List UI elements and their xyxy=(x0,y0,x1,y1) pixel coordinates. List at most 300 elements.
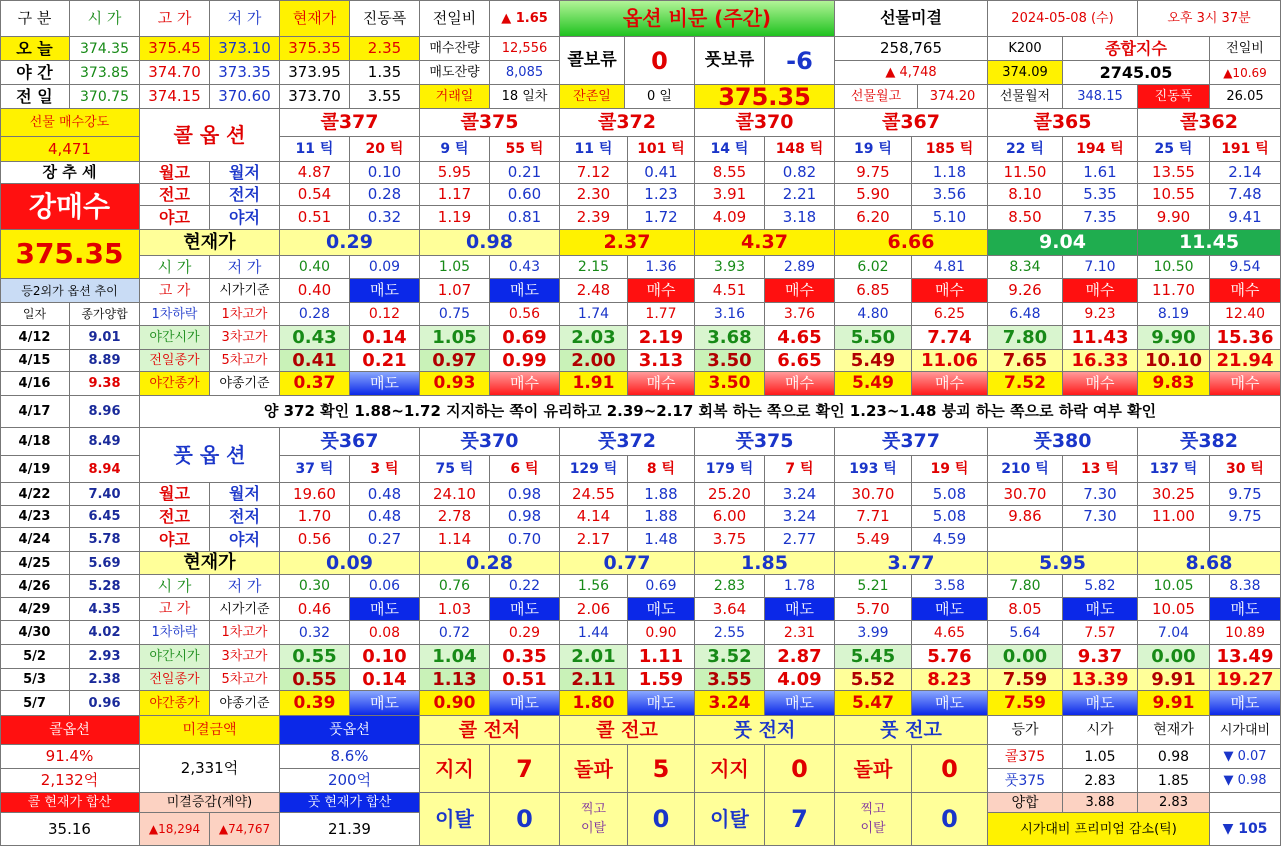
trend-value: 5.76 xyxy=(912,645,988,669)
row-label: 월고 xyxy=(140,483,210,506)
low-value: 0.22 xyxy=(490,575,560,598)
day-label: 4/26 xyxy=(0,575,70,598)
premium-value: ▼ 105 xyxy=(1210,813,1281,846)
high-value: 19.60 xyxy=(280,483,350,506)
tick-count: 11 틱 xyxy=(280,137,350,162)
range-value: 2.35 xyxy=(350,37,420,61)
day-label: 4/23 xyxy=(0,506,70,528)
trend-value: 7.80 xyxy=(988,326,1063,350)
trend-value: 0.00 xyxy=(1138,645,1210,669)
summary-count: 0 xyxy=(765,745,835,793)
trend-value: 1.05 xyxy=(420,326,490,350)
high-value: 9.86 xyxy=(988,506,1063,528)
day-sum-value: 8.89 xyxy=(70,350,140,372)
touch-label: 찍고 xyxy=(580,802,607,817)
buy-signal[interactable]: 매수 xyxy=(1063,372,1138,396)
trend-value: 0.35 xyxy=(490,645,560,669)
low-value: 0.81 xyxy=(490,206,560,230)
trend-value: 1.77 xyxy=(628,303,695,326)
call-hold-value: 0 xyxy=(625,37,695,85)
trend-value: 0.08 xyxy=(350,621,420,645)
high-value: 1.07 xyxy=(420,279,490,303)
sell-signal[interactable]: 매도 xyxy=(350,691,420,716)
low-value: 1.23 xyxy=(628,184,695,206)
current-price: 1.85 xyxy=(695,552,835,575)
row-label: 야종기준 xyxy=(210,372,280,396)
open-value: 3.93 xyxy=(695,256,765,279)
sum-cur: 2.83 xyxy=(1138,793,1210,813)
fut-month-low-value: 348.15 xyxy=(1063,85,1138,109)
trend-value: 0.14 xyxy=(350,326,420,350)
buy-signal[interactable]: 매수 xyxy=(1063,279,1138,303)
high-value: 1.17 xyxy=(420,184,490,206)
row-label: 전저 xyxy=(210,506,280,528)
high-value: 374.70 xyxy=(140,61,210,85)
low-value: 5.08 xyxy=(912,483,988,506)
low-value: 8.38 xyxy=(1210,575,1281,598)
summary-count: 0 xyxy=(912,793,988,846)
summary-label: 돌파 xyxy=(560,745,628,793)
low-value: 1.48 xyxy=(628,528,695,552)
put-strike-name: 풋377 xyxy=(835,428,988,456)
trend-value: 0.10 xyxy=(350,645,420,669)
high-value: 6.20 xyxy=(835,206,912,230)
eq-diff-label: 시가대비 xyxy=(1210,716,1281,745)
night-close-value: 1.80 xyxy=(560,691,628,716)
eq-call: 콜375 xyxy=(988,745,1063,769)
trend-value: 0.75 xyxy=(420,303,490,326)
row-label: 전저 xyxy=(210,184,280,206)
sum-label: 양합 xyxy=(988,793,1063,813)
day-sum-value: 9.01 xyxy=(70,326,140,350)
trend-value: 0.55 xyxy=(280,645,350,669)
low-value: 0.82 xyxy=(765,162,835,184)
open-value: 1.56 xyxy=(560,575,628,598)
low-value: 0.10 xyxy=(350,162,420,184)
day-sum-value: 4.35 xyxy=(70,598,140,621)
open-value: 373.85 xyxy=(70,61,140,85)
day-label: 4/16 xyxy=(0,372,70,396)
buy-signal[interactable]: 매수 xyxy=(912,279,988,303)
high-value: 6.00 xyxy=(695,506,765,528)
tick-count: 75 틱 xyxy=(420,456,490,483)
day-sum-value: 2.93 xyxy=(70,645,140,669)
trend-value: 2.00 xyxy=(560,350,628,372)
tick-count: 148 틱 xyxy=(765,137,835,162)
high-value: 5.95 xyxy=(420,162,490,184)
night-close-value: 5.47 xyxy=(835,691,912,716)
trend-value: 16.33 xyxy=(1063,350,1138,372)
call-strike-name: 콜375 xyxy=(420,109,560,137)
summary-label: 돌파 xyxy=(835,745,912,793)
trend-value: 0.43 xyxy=(280,326,350,350)
sell-signal[interactable]: 매도 xyxy=(628,598,695,621)
low-value: 0.43 xyxy=(490,256,560,279)
call-strike-name: 콜367 xyxy=(835,109,988,137)
trend-value: 6.25 xyxy=(912,303,988,326)
summary-count: 7 xyxy=(490,745,560,793)
night-close-value: 0.39 xyxy=(280,691,350,716)
buy-signal[interactable]: 매수 xyxy=(490,372,560,396)
tick-count: 8 틱 xyxy=(628,456,695,483)
sell-remain-label: 매도잔량 xyxy=(420,61,490,85)
low-value: 2.89 xyxy=(765,256,835,279)
row-label: 전일종가 xyxy=(140,350,210,372)
day-sum-value: 9.38 xyxy=(70,372,140,396)
summary-title: 풋 전고 xyxy=(835,716,988,745)
row-label: 5차고가 xyxy=(210,669,280,691)
trend-value: 2.03 xyxy=(560,326,628,350)
row-label: 월고 xyxy=(140,162,210,184)
tick-count: 193 틱 xyxy=(835,456,912,483)
low-value: 0.48 xyxy=(350,483,420,506)
sell-signal[interactable]: 매도 xyxy=(1210,598,1281,621)
trend-value: 0.29 xyxy=(490,621,560,645)
low-value: 7.30 xyxy=(1063,483,1138,506)
tick-count: 25 틱 xyxy=(1138,137,1210,162)
row-label: 3차고가 xyxy=(210,645,280,669)
header-row-label: 전 일 xyxy=(0,85,70,109)
summary-title: 콜 전저 xyxy=(420,716,560,745)
touch-label: 찍고 xyxy=(860,802,886,817)
low-value: 5.82 xyxy=(1063,575,1138,598)
header-col-label: 전일비 xyxy=(420,0,490,37)
open-value: 10.05 xyxy=(1138,575,1210,598)
open-value: 7.80 xyxy=(988,575,1063,598)
call-strike-name: 콜362 xyxy=(1138,109,1281,137)
fut-month-low-label: 선물월저 xyxy=(988,85,1063,109)
high-value: 8.50 xyxy=(988,206,1063,230)
header-col-label: 고 가 xyxy=(140,0,210,37)
trend-value: 3.16 xyxy=(695,303,765,326)
high-value: 7.12 xyxy=(560,162,628,184)
low-value: 0.28 xyxy=(350,184,420,206)
chart-label: 등2외가 옵션 추이 xyxy=(0,279,140,303)
row-label: 시 가 xyxy=(140,256,210,279)
buy-signal[interactable]: 매수 xyxy=(1210,279,1281,303)
sell-signal[interactable]: 매도 xyxy=(350,279,420,303)
call-hold-label: 콜보류 xyxy=(560,37,625,85)
fut-strength-label: 선물 매수강도 xyxy=(0,109,140,137)
night-close-value: 3.24 xyxy=(695,691,765,716)
tick-count: 101 틱 xyxy=(628,137,695,162)
current-price: 5.95 xyxy=(988,552,1138,575)
high-value: 2.39 xyxy=(560,206,628,230)
open-value: 8.34 xyxy=(988,256,1063,279)
put-strike-name: 풋372 xyxy=(560,428,695,456)
trend-value: 0.12 xyxy=(350,303,420,326)
tick-count: 6 틱 xyxy=(490,456,560,483)
high-value: 5.49 xyxy=(835,528,912,552)
trend-value: 10.10 xyxy=(1138,350,1210,372)
low-value: 7.35 xyxy=(1063,206,1138,230)
low-value: 1.18 xyxy=(912,162,988,184)
eq-label: 등가 xyxy=(988,716,1063,745)
day-label: 4/29 xyxy=(0,598,70,621)
oi-label: 미결금액 xyxy=(140,716,280,745)
high-value: 2.78 xyxy=(420,506,490,528)
trade-day-value: 18 일차 xyxy=(490,85,560,109)
range-value: 1.35 xyxy=(350,61,420,85)
current-price: 2.37 xyxy=(560,230,695,256)
put-amt: 200억 xyxy=(280,769,420,793)
trend-value: 3.68 xyxy=(695,326,765,350)
trend-value: 21.94 xyxy=(1210,350,1281,372)
sum-col-label: 종가양합 xyxy=(70,303,140,326)
fut-oi-value: 258,765 xyxy=(835,37,988,61)
low-value: 5.10 xyxy=(912,206,988,230)
trend-value: 0.69 xyxy=(490,326,560,350)
sell-signal[interactable]: 매도 xyxy=(1210,691,1281,716)
header-col-label: 구 분 xyxy=(0,0,70,37)
day-sum-value: 8.96 xyxy=(70,396,140,428)
low-value: 3.56 xyxy=(912,184,988,206)
high-value: 4.09 xyxy=(695,206,765,230)
sell-signal[interactable]: 매도 xyxy=(765,691,835,716)
buy-signal[interactable]: 매수 xyxy=(628,372,695,396)
row-label: 야간시가 xyxy=(140,645,210,669)
sell-signal[interactable]: 매도 xyxy=(490,279,560,303)
day-label: 4/22 xyxy=(0,483,70,506)
day-label: 4/25 xyxy=(0,552,70,575)
call-strike-name: 콜370 xyxy=(695,109,835,137)
tick-count: 7 틱 xyxy=(765,456,835,483)
day-label: 4/19 xyxy=(0,456,70,483)
row-label: 야종기준 xyxy=(210,691,280,716)
buy-signal[interactable]: 매수 xyxy=(765,279,835,303)
trend-value: 0.90 xyxy=(628,621,695,645)
high-value: 9.75 xyxy=(835,162,912,184)
buy-signal[interactable]: 매수 xyxy=(765,372,835,396)
high-value: 30.70 xyxy=(835,483,912,506)
low-value: 9.75 xyxy=(1210,483,1281,506)
row-label: 저 가 xyxy=(210,575,280,598)
buy-remain-value: 12,556 xyxy=(490,37,560,61)
high-value: 10.05 xyxy=(1138,598,1210,621)
sell-signal[interactable]: 매도 xyxy=(350,598,420,621)
high-value: 13.55 xyxy=(1138,162,1210,184)
sell-signal[interactable]: 매도 xyxy=(490,691,560,716)
trend-value: 0.28 xyxy=(280,303,350,326)
low-value: 373.35 xyxy=(210,61,280,85)
night-close-value: 7.52 xyxy=(988,372,1063,396)
low-value xyxy=(1210,528,1281,552)
header-col-label: 저 가 xyxy=(210,0,280,37)
current-value: 373.70 xyxy=(280,85,350,109)
low-value: 3.18 xyxy=(765,206,835,230)
trend-value: 7.74 xyxy=(912,326,988,350)
low-value: 0.98 xyxy=(490,483,560,506)
low-value: 3.24 xyxy=(765,506,835,528)
day-label: 5/3 xyxy=(0,669,70,691)
eq-call-open: 1.05 xyxy=(1063,745,1138,769)
summary-count: 5 xyxy=(628,745,695,793)
current-price: 0.77 xyxy=(560,552,695,575)
eq-cur-label: 현재가 xyxy=(1138,716,1210,745)
low-value: 0.27 xyxy=(350,528,420,552)
trend-value: 12.40 xyxy=(1210,303,1281,326)
trend-value: 4.65 xyxy=(765,326,835,350)
current-price: 8.68 xyxy=(1138,552,1281,575)
night-close-value: 0.90 xyxy=(420,691,490,716)
day-sum-value: 2.38 xyxy=(70,669,140,691)
date-label: 2024-05-08 (수) xyxy=(988,0,1138,37)
tick-count: 191 틱 xyxy=(1210,137,1281,162)
row-label: 5차고가 xyxy=(210,350,280,372)
trend-value: 1.04 xyxy=(420,645,490,669)
current-price: 0.28 xyxy=(420,552,560,575)
buy-signal[interactable]: 매수 xyxy=(1210,372,1281,396)
row-label: 야저 xyxy=(210,206,280,230)
k200-value: 374.09 xyxy=(988,61,1063,85)
high-value: 4.14 xyxy=(560,506,628,528)
put-strike-name: 풋375 xyxy=(695,428,835,456)
trend-value: 3.52 xyxy=(695,645,765,669)
trend-value: 1.59 xyxy=(628,669,695,691)
remain-day-label: 잔존일 xyxy=(560,85,625,109)
sell-signal[interactable]: 매도 xyxy=(490,598,560,621)
sell-signal[interactable]: 매도 xyxy=(350,372,420,396)
row-label: 전일종가 xyxy=(140,669,210,691)
day-sum-value: 0.96 xyxy=(70,691,140,716)
day-sum-value: 5.69 xyxy=(70,552,140,575)
open-value: 2.15 xyxy=(560,256,628,279)
high-value: 2.48 xyxy=(560,279,628,303)
tick-count: 55 틱 xyxy=(490,137,560,162)
tick-count: 20 틱 xyxy=(350,137,420,162)
trend-value: 0.56 xyxy=(490,303,560,326)
sell-signal[interactable]: 매도 xyxy=(912,691,988,716)
high-value: 5.70 xyxy=(835,598,912,621)
trend-value: 11.06 xyxy=(912,350,988,372)
row-label: 3차고가 xyxy=(210,326,280,350)
tick-count: 129 틱 xyxy=(560,456,628,483)
sell-signal[interactable]: 매도 xyxy=(765,598,835,621)
open-value: 0.30 xyxy=(280,575,350,598)
current-label: 현재가 xyxy=(140,230,280,256)
fut-month-high-label: 선물월고 xyxy=(835,85,918,109)
tick-count: 13 틱 xyxy=(1063,456,1138,483)
sell-signal[interactable]: 매도 xyxy=(912,598,988,621)
current-value: 375.35 xyxy=(280,37,350,61)
trend-value: 2.55 xyxy=(695,621,765,645)
summary-count: 0 xyxy=(912,745,988,793)
sell-remain-value: 8,085 xyxy=(490,61,560,85)
high-value: 25.20 xyxy=(695,483,765,506)
header-col-label: 현재가 xyxy=(280,0,350,37)
low-value: 0.06 xyxy=(350,575,420,598)
high-value: 1.03 xyxy=(420,598,490,621)
trend-value: 2.01 xyxy=(560,645,628,669)
row-label: 야저 xyxy=(210,528,280,552)
day-sum-value: 5.28 xyxy=(70,575,140,598)
trend-value: 4.65 xyxy=(912,621,988,645)
tick-count: 37 틱 xyxy=(280,456,350,483)
trend-value: 6.48 xyxy=(988,303,1063,326)
trend-value: 0.97 xyxy=(420,350,490,372)
trend-value: 0.72 xyxy=(420,621,490,645)
trend-value: 13.39 xyxy=(1063,669,1138,691)
trend-value: 7.57 xyxy=(1063,621,1138,645)
header-row-label: 오 늘 xyxy=(0,37,70,61)
vib-label: 진동폭 xyxy=(1138,85,1210,109)
put-strike-name: 풋380 xyxy=(988,428,1138,456)
low-value: 2.21 xyxy=(765,184,835,206)
trend-value: 6.65 xyxy=(765,350,835,372)
trend-value: 0.14 xyxy=(350,669,420,691)
row-label: 야간종가 xyxy=(140,691,210,716)
low-value: 1.88 xyxy=(628,483,695,506)
trend-value: 19.27 xyxy=(1210,669,1281,691)
row-label: 시가기준 xyxy=(210,598,280,621)
low-value: 3.58 xyxy=(912,575,988,598)
row-label: 고 가 xyxy=(140,598,210,621)
low-value: 2.14 xyxy=(1210,162,1281,184)
current-label: 현재가 xyxy=(140,552,280,575)
high-value: 3.75 xyxy=(695,528,765,552)
row-label: 1차하락 xyxy=(140,621,210,645)
put-pct: 8.6% xyxy=(280,745,420,769)
sell-signal[interactable]: 매도 xyxy=(628,691,695,716)
low-value xyxy=(1063,528,1138,552)
trend-value: 7.04 xyxy=(1138,621,1210,645)
trend-value: 0.51 xyxy=(490,669,560,691)
oi-amount: 2,331억 xyxy=(140,745,280,793)
tick-count: 30 틱 xyxy=(1210,456,1281,483)
vib-value: 26.05 xyxy=(1210,85,1281,109)
trend-value: 10.89 xyxy=(1210,621,1281,645)
trend-value: 7.65 xyxy=(988,350,1063,372)
trend-value: 3.13 xyxy=(628,350,695,372)
current-price: 0.98 xyxy=(420,230,560,256)
buy-signal[interactable]: 매수 xyxy=(912,372,988,396)
sell-signal[interactable]: 매도 xyxy=(1063,691,1138,716)
high-value: 5.90 xyxy=(835,184,912,206)
day-label: 4/12 xyxy=(0,326,70,350)
trend-value: 1.13 xyxy=(420,669,490,691)
oi-change-value: ▲18,294 xyxy=(140,813,210,846)
eq-open-label: 시가 xyxy=(1063,716,1138,745)
buy-remain-label: 매수잔량 xyxy=(420,37,490,61)
night-close-value: 7.59 xyxy=(988,691,1063,716)
buy-signal[interactable]: 매수 xyxy=(628,279,695,303)
tick-count: 185 틱 xyxy=(912,137,988,162)
row-label: 저 가 xyxy=(210,256,280,279)
open-value: 10.50 xyxy=(1138,256,1210,279)
low-value: 7.48 xyxy=(1210,184,1281,206)
summary-label: 이탈 xyxy=(420,793,490,846)
current-price: 6.66 xyxy=(835,230,988,256)
trend-value: 0.00 xyxy=(988,645,1063,669)
eq-put-open: 2.83 xyxy=(1063,769,1138,793)
low-value: 0.69 xyxy=(628,575,695,598)
high-value: 9.90 xyxy=(1138,206,1210,230)
row-label: 시 가 xyxy=(140,575,210,598)
row-label: 시가기준 xyxy=(210,279,280,303)
low-value: 9.75 xyxy=(1210,506,1281,528)
high-value: 30.70 xyxy=(988,483,1063,506)
row-label: 1차고가 xyxy=(210,621,280,645)
day-label: 4/15 xyxy=(0,350,70,372)
trend-value: 1.74 xyxy=(560,303,628,326)
tick-count: 210 틱 xyxy=(988,456,1063,483)
premium-label: 시가대비 프리미엄 감소(틱) xyxy=(988,813,1210,846)
put-sum-label: 풋 현재가 합산 xyxy=(280,793,420,813)
low-value: 7.10 xyxy=(1063,256,1138,279)
current-value: 373.95 xyxy=(280,61,350,85)
high-value: 6.85 xyxy=(835,279,912,303)
sell-signal[interactable]: 매도 xyxy=(1063,598,1138,621)
